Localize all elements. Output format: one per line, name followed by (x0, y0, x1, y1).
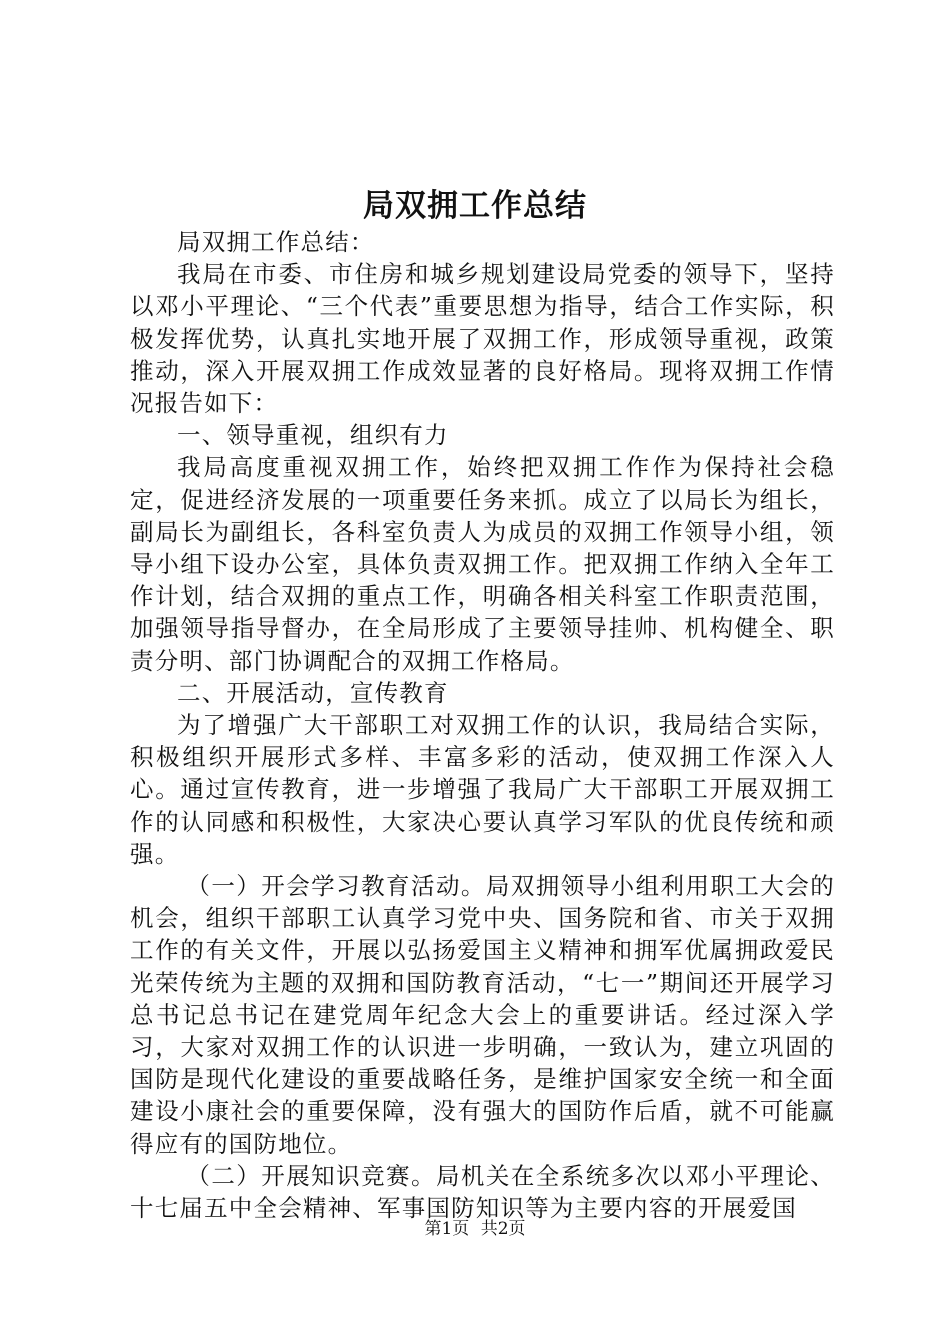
intro-heading: 局双拥工作总结： (177, 228, 375, 256)
paragraph-section-1: 我局高度重视双拥工作，始终把双拥工作作为保持社会稳定，促进经济发展的一项重要任务来抓。成立了以局长为组长，副局长为副组长，各科室负责人为成员的双拥工作领导小组，领导小组下设办公室，具体负责双拥工作。把双拥工作纳入全年工作计划，结合双拥的重点工作，明确各相关科室工作职责范围，加强领导指导督办，在全局形成了主要领导挂帅、机构健全、职责分明、部门协调配合的双拥工作格局。 (130, 453, 835, 675)
paragraph-subsection-2: （二）开展知识竞赛。局机关在全系统多次以邓小平理论、十七届五中全会精神、军事国防知识等为主要内容的开展爱国 (130, 1161, 835, 1223)
paragraph-section-2: 为了增强广大干部职工对双拥工作的认识，我局结合实际，积极组织开展形式多样、丰富多彩的活动，使双拥工作深入人心。通过宣传教育，进一步增强了我局广大干部职工开展双拥工作的认同感和积极性，大家决心要认真学习军队的优良传统和顽强。 (130, 711, 835, 868)
section-heading-2: 二、开展活动，宣传教育 (177, 678, 449, 707)
document-body (130, 226, 835, 1224)
page-total: 共2页 (480, 1219, 526, 1239)
paragraph-intro: 我局在市委、市住房和城乡规划建设局党委的领导下，坚持以邓小平理论、“三个代表”重要思想为指导，结合工作实际，积极发挥优势，认真扎实地开展了双拥工作，形成领导重视，政策推动，深入开展双拥工作成效显著的良好格局。现将双拥工作情况报告如下： (130, 260, 835, 418)
section-heading-1: 一、领导重视，组织有力 (177, 421, 449, 450)
paragraph-subsection-1: （一）开会学习教育活动。局双拥领导小组利用职工大会的机会，组织干部职工认真学习党中央、国务院和省、市关于双拥工作的有关文件，开展以弘扬爱国主义精神和拥军优属拥政爱民光荣传统为主题的双拥和国防教育活动，“七一”期间还开展学习总书记总书记在建党周年纪念大会上的重要讲话。经过深入学习，大家对双拥工作的认识进一步明确，一致认为，建立巩固的国防是现代化建设的重要战略任务，是维护国家安全统一和全面建设小康社会的重要保障，没有强大的国防作后盾，就不可能赢得应有的国防地位。 (130, 872, 835, 1158)
page-footer (0, 1217, 950, 1241)
page-number: 第1页 (424, 1219, 470, 1239)
document-title: 局双拥工作总结 (363, 188, 587, 224)
